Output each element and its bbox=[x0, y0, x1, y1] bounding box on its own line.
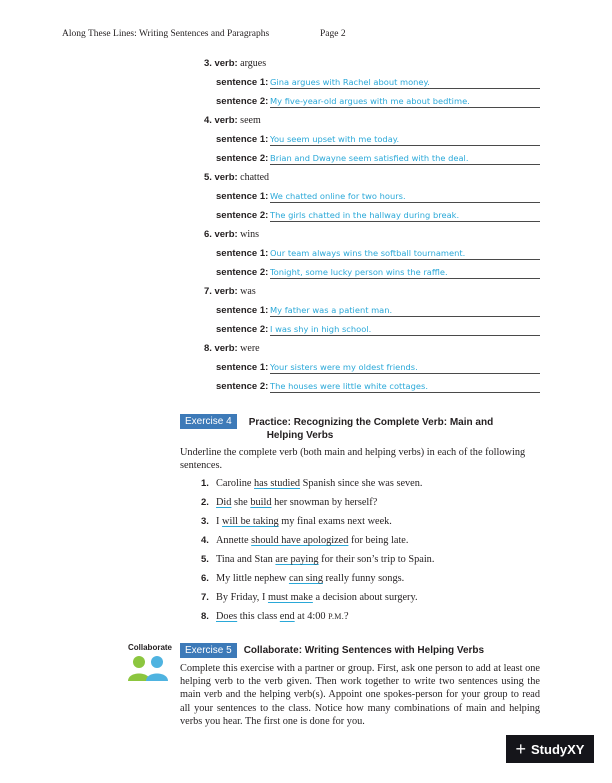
sentence-line: sentence 1: Our team always wins the softball tournament. bbox=[216, 248, 540, 259]
exercise-item: 7. By Friday, I must make a decision about surgery. bbox=[201, 592, 418, 603]
exercise-item: 2. Did she build her snowman by herself? bbox=[201, 497, 378, 508]
answer-text: Your sisters were my oldest friends. bbox=[270, 362, 540, 374]
verb-line: 3. verb: argues bbox=[204, 58, 267, 69]
exercise-5-tag: Exercise 5 bbox=[180, 643, 237, 658]
complete-verb: Did bbox=[216, 497, 232, 508]
verb-line: 4. verb: seem bbox=[204, 115, 261, 126]
sentence-line: sentence 1: We chatted online for two hours. bbox=[216, 191, 540, 202]
verb-line: 8. verb: were bbox=[204, 343, 260, 354]
answer-text: Gina argues with Rachel about money. bbox=[270, 77, 540, 89]
page-number: Page 2 bbox=[320, 29, 346, 39]
verb-word: wins bbox=[240, 229, 260, 240]
exercise-4-title: Practice: Recognizing the Complete Verb: Main and Helping Verbs bbox=[248, 417, 494, 441]
answer-text: My five-year-old argues with me about bedtime. bbox=[270, 96, 540, 108]
exercise-item: 6. My little nephew can sing really funny songs. bbox=[201, 573, 405, 584]
book-title: Along These Lines: Writing Sentences and Paragraphs bbox=[62, 29, 270, 39]
sentence-line: sentence 2: The houses were little white cottages. bbox=[216, 381, 540, 392]
complete-verb: are paying bbox=[275, 554, 319, 565]
verb-word: chatted bbox=[240, 172, 270, 183]
complete-verb: has studied bbox=[254, 478, 301, 489]
sentence-line: sentence 2: Tonight, some lucky person wins the raffle. bbox=[216, 267, 540, 278]
sentence-line: sentence 2: I was shy in high school. bbox=[216, 324, 540, 335]
answer-text: My father was a patient man. bbox=[270, 305, 540, 317]
collaborate-icon bbox=[127, 654, 171, 687]
exercise-item: 4. Annette should have apologized for being late. bbox=[201, 535, 409, 546]
complete-verb: end bbox=[279, 611, 295, 622]
verb-line: 6. verb: wins bbox=[204, 229, 260, 240]
collaborate-label: Collaborate bbox=[128, 643, 173, 652]
exercise-5-heading bbox=[180, 643, 484, 658]
exercise-4-instructions: Underline the complete verb (both main and helping verbs) in each of the following sentences. bbox=[180, 447, 526, 472]
exercise-item: 8. Does this class end at 4:00 P.M.? bbox=[201, 611, 349, 622]
sentence-line: sentence 1: My father was a patient man. bbox=[216, 305, 540, 316]
answer-text: Brian and Dwayne seem satisfied with the deal. bbox=[270, 153, 540, 165]
verb-word: seem bbox=[240, 115, 261, 126]
exercise-4-tag: Exercise 4 bbox=[180, 414, 237, 429]
complete-verb: can sing bbox=[288, 573, 323, 584]
verb-line: 5. verb: chatted bbox=[204, 172, 270, 183]
verb-word: was bbox=[240, 286, 256, 297]
exercise-5-title: Collaborate: Writing Sentences with Helping Verbs bbox=[243, 645, 485, 656]
answer-text: The girls chatted in the hallway during break. bbox=[270, 210, 540, 222]
complete-verb: will be taking bbox=[222, 516, 279, 527]
exercise-4-heading bbox=[180, 414, 493, 442]
plus-icon: + bbox=[515, 739, 527, 759]
answer-text: I was shy in high school. bbox=[270, 324, 540, 336]
exercise-5-instructions: Complete this exercise with a partner or group. First, ask one person to add at least one helping verb to the verb given. Then work together to write two sentences using the main verb and the helping verb(s). Appoint one spokes-person for your group to read all your sentences to the class. Notice how many combinations of main and helping verbs you hear. The first one is done for you. bbox=[180, 663, 540, 727]
sentence-line: sentence 1: You seem upset with me today. bbox=[216, 134, 540, 145]
verb-word: were bbox=[240, 343, 260, 354]
sentence-line: sentence 2: My five-year-old argues with me about bedtime. bbox=[216, 96, 540, 107]
complete-verb: Does bbox=[216, 611, 238, 622]
answer-text: The houses were little white cottages. bbox=[270, 381, 540, 393]
answer-text: You seem upset with me today. bbox=[270, 134, 540, 146]
sentence-line: sentence 2: Brian and Dwayne seem satisfied with the deal. bbox=[216, 153, 540, 164]
exercise-item: 5. Tina and Stan are paying for their son’s trip to Spain. bbox=[201, 554, 435, 565]
exercise-item: 1. Caroline has studied Spanish since she was seven. bbox=[201, 478, 423, 489]
complete-verb: should have apologized bbox=[251, 535, 349, 546]
answer-text: Our team always wins the softball tournament. bbox=[270, 248, 540, 260]
brand-name: StudyXY bbox=[531, 741, 585, 757]
studyxy-logo bbox=[506, 735, 594, 763]
sentence-line: sentence 1: Your sisters were my oldest friends. bbox=[216, 362, 540, 373]
answer-text: We chatted online for two hours. bbox=[270, 191, 540, 203]
answer-text: Tonight, some lucky person wins the raffle. bbox=[270, 267, 540, 279]
sentence-line: sentence 2: The girls chatted in the hallway during break. bbox=[216, 210, 540, 221]
complete-verb: build bbox=[250, 497, 272, 508]
verb-line: 7. verb: was bbox=[204, 286, 256, 297]
exercise-item: 3. I will be taking my final exams next week. bbox=[201, 516, 392, 527]
verb-word: argues bbox=[240, 58, 267, 69]
sentence-line: sentence 1: Gina argues with Rachel about money. bbox=[216, 77, 540, 88]
complete-verb: must make bbox=[267, 592, 313, 603]
